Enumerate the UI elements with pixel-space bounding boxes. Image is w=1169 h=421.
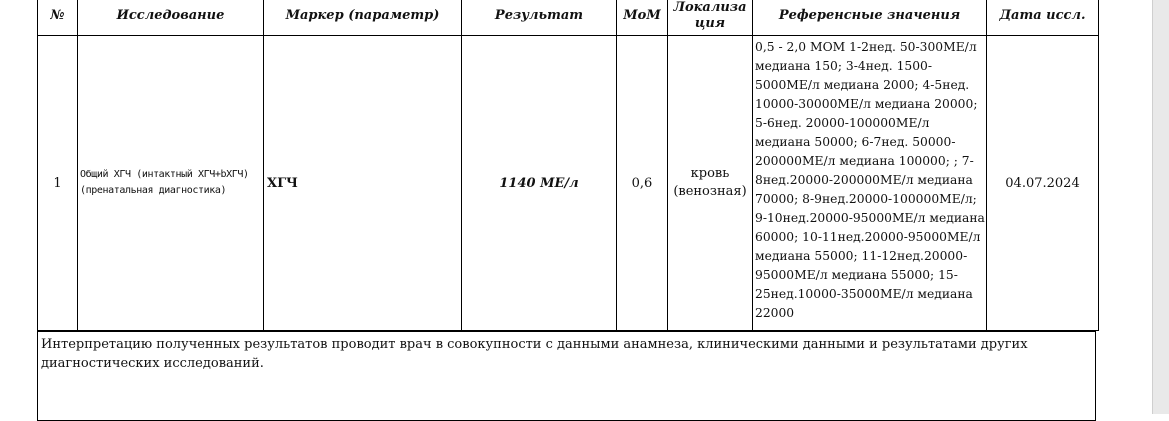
header-localization-line1: Локализа (673, 0, 747, 15)
row-reference-cell (753, 36, 987, 331)
interpretation-note: Интерпретацию полученных результатов проводит врач в совокупности с данными анамнеза, клиническими данными и результатами других диагностических исследований. (37, 331, 1096, 421)
header-mom: МоМ (617, 0, 668, 36)
row-num: 1 (38, 36, 78, 331)
header-result: Результат (462, 0, 617, 36)
header-localization (668, 0, 753, 36)
header-study: Исследование (78, 0, 264, 36)
row-reference: 0,5 - 2,0 МОМ 1-2нед. 50-300МЕ/л медиана 150; 3-4нед. 1500-5000МЕ/л медиана 2000; 4-5нед. 10000-30000МЕ/л медиана 20000; 5-6нед. 20000-100000МЕ/л медиана 50000; 6-7нед. 50000-200000МЕ/л медиана 100000; ; 7-8нед.20000-200000МЕ/л медиана 70000; 8-9нед.20000-100000МЕ/л; 9-10нед.20000-95000МЕ/л медиана 60000; 10-11нед.20000-95000МЕ/л медиана 55000; 11-12нед.20000-95000МЕ/л медиана 55000; 15-25нед.10000-35000МЕ/л медиана 22000 (755, 40, 985, 320)
header-num: № (38, 0, 78, 36)
viewer-scroll-gutter (1153, 0, 1169, 414)
table-header-row (38, 0, 1099, 36)
row-marker: ХГЧ (264, 36, 462, 331)
row-study: Общий ХГЧ (интактный ХГЧ+bХГЧ) (пренатальная диагностика) (78, 36, 264, 331)
row-result: 1140 МЕ/л (462, 36, 617, 331)
row-date: 04.07.2024 (987, 36, 1099, 331)
table-row (38, 36, 1099, 331)
header-date: Дата иссл. (987, 0, 1099, 36)
header-marker: Маркер (параметр) (264, 0, 462, 36)
header-reference: Референсные значения (753, 0, 987, 36)
results-table (37, 0, 1099, 331)
row-localization: кровь (венозная) (668, 36, 753, 331)
header-localization-line2: ция (694, 15, 726, 31)
row-mom: 0,6 (617, 36, 668, 331)
